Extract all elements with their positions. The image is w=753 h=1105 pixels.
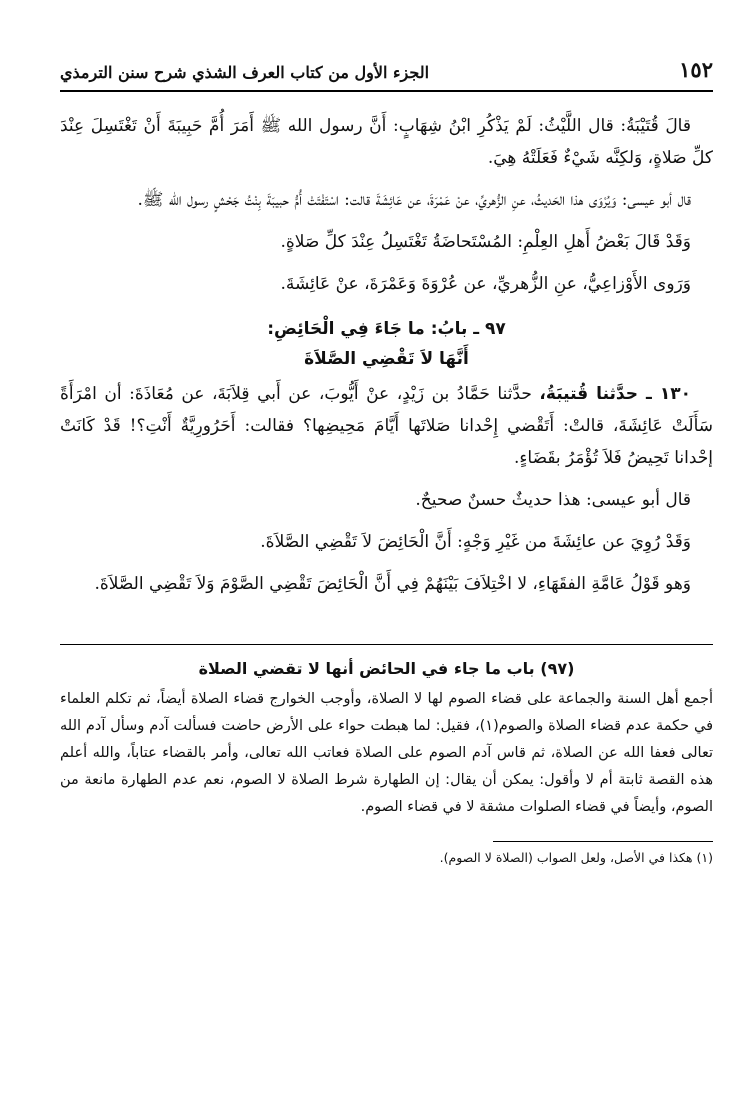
hadith-number: ١٣٠ ـ حدَّثنا قُتيبَةُ، [539, 384, 692, 404]
page [60, 40, 713, 1105]
paragraph-7: وَهو قَوْلُ عَامَّةِ الفقَهَاءِ، لا اخْتِلاَفَ بَيْنَهُمْ فِي أَنَّ الْحَائِضَ تَقْضِي الصَّوْمَ وَلاَ تَقْضِي الصَّلاَةَ. [94, 574, 691, 594]
footnote-rule [493, 841, 713, 842]
paragraph-1: قالَ قُتَيْبَةُ: قال اللَّيْثُ: لَمْ يَذْكُرِ ابْنُ شِهَابٍ: أَنَّ رسول الله ﷺ أَمَرَ أُمَّ حَبِيبَةَ أَنْ تَغْتَسِلَ عِنْدَ كلِّ صَلاةٍ، وَلكِنَّه شَيْءٌ فَعَلَتْهُ هِيَ. [60, 116, 713, 168]
running-header [60, 40, 713, 82]
commentary-title: (٩٧) باب ما جاء في الحائض أنها لا تقضي الصلاة [198, 659, 575, 678]
commentary-text: أجمع أهل السنة والجماعة على قضاء الصوم لها لا الصلاة، وأوجب الخوارج قضاء الصلاة أيضاً، ثم تكلم العلماء في حكمة عدم قضاء الصلاة والصوم(١)، فقيل: لما هبطت حواء على الأرض حاضت فسألت آدم وسأل آدم الله تعالى فعفا الله عن الصلاة، ثم قاس آدم الصوم على الصلاة فعاتب الله تعالى، وأمر بالقضاء عتاباً، والله أعلم هذه القصة ثابتة أم لا وأقول: يمكن أن يقال: إن الطهارة شرط الصلاة لا الصوم، نعم عدم الطهارة مانعة من الصوم، وأيضاً في قضاء الصلوات مشقة لا في قضاء الصوم. [60, 691, 714, 815]
chapter-heading-line-2: أَنَّهَا لاَ تَقْضِي الصَّلاَةَ [304, 349, 469, 369]
paragraph-4: وَرَوى الأَوْزاعِيُّ، عنِ الزُّهريِّ، عن عُرْوَةَ وَعَمْرَةَ، عنْ عَائِشَةَ. [280, 274, 691, 294]
hadith-text: حدَّثنا حَمَّادُ بن زَيْدٍ، عنْ أَيُّوبَ، عن أَبي قِلاَبَةَ، عن مُعَاذَةَ: أن امْرَأَةً سَأَلَتْ عَائِشَةَ، قالتْ: أَتَقْضي إِحْدانا صَلاتَها أَيَّامَ مَحِيضِها؟ فقالت: أَحَرُورِيَّةٌ أَنْتِ؟! قَدْ كَانَتْ إحْدانا تَحِيضُ فَلاَ تُؤْمَرُ بقَضَاءٍ. [60, 384, 713, 468]
paragraph-6: وَقَدْ رُوِيَ عن عائِشَةَ من غَيْرِ وَجْهٍ: أَنَّ الْحَائِضَ لاَ تَقْضِي الصَّلاَةَ. [260, 532, 691, 552]
hadith-paragraph [60, 378, 713, 474]
footnote: (١) هكذا في الأصل، ولعل الصواب (الصلاة لا الصوم). [439, 850, 713, 865]
paragraph-5: قال أبو عيسى: هذا حديثٌ حسنٌ صحيحٌ. [415, 490, 691, 510]
header-rule [60, 90, 713, 92]
book-title: الجزء الأول من كتاب العرف الشذي شرح سنن الترمذي [60, 63, 430, 82]
chapter-heading [60, 314, 713, 374]
paragraph-2: قال أبو عيسى: وَيُرْوَى هذا الحَديثُ، عنِ الزُّهريِّ، عنْ عَمْرَةَ، عن عَائِشَةَ قالت: اسْتَفْتَتْ أُمُّ حبيبَةَ بِنْتُ جَحْشٍ رسول الله ﷺ. [137, 190, 691, 210]
page-number: ١٥٢ [679, 57, 713, 82]
chapter-heading-line-1: ٩٧ ـ بابُ: ما جَاءَ فِي الْحَائِضِ: [267, 319, 506, 339]
main-text [60, 110, 713, 600]
paragraph-3: وَقَدْ قَالَ بَعْضُ أَهلِ العِلْمِ: المُسْتَحاضَةُ تَغْتَسِلُ عِنْدَ كلِّ صَلاةٍ. [280, 232, 691, 252]
section-divider [60, 644, 713, 645]
